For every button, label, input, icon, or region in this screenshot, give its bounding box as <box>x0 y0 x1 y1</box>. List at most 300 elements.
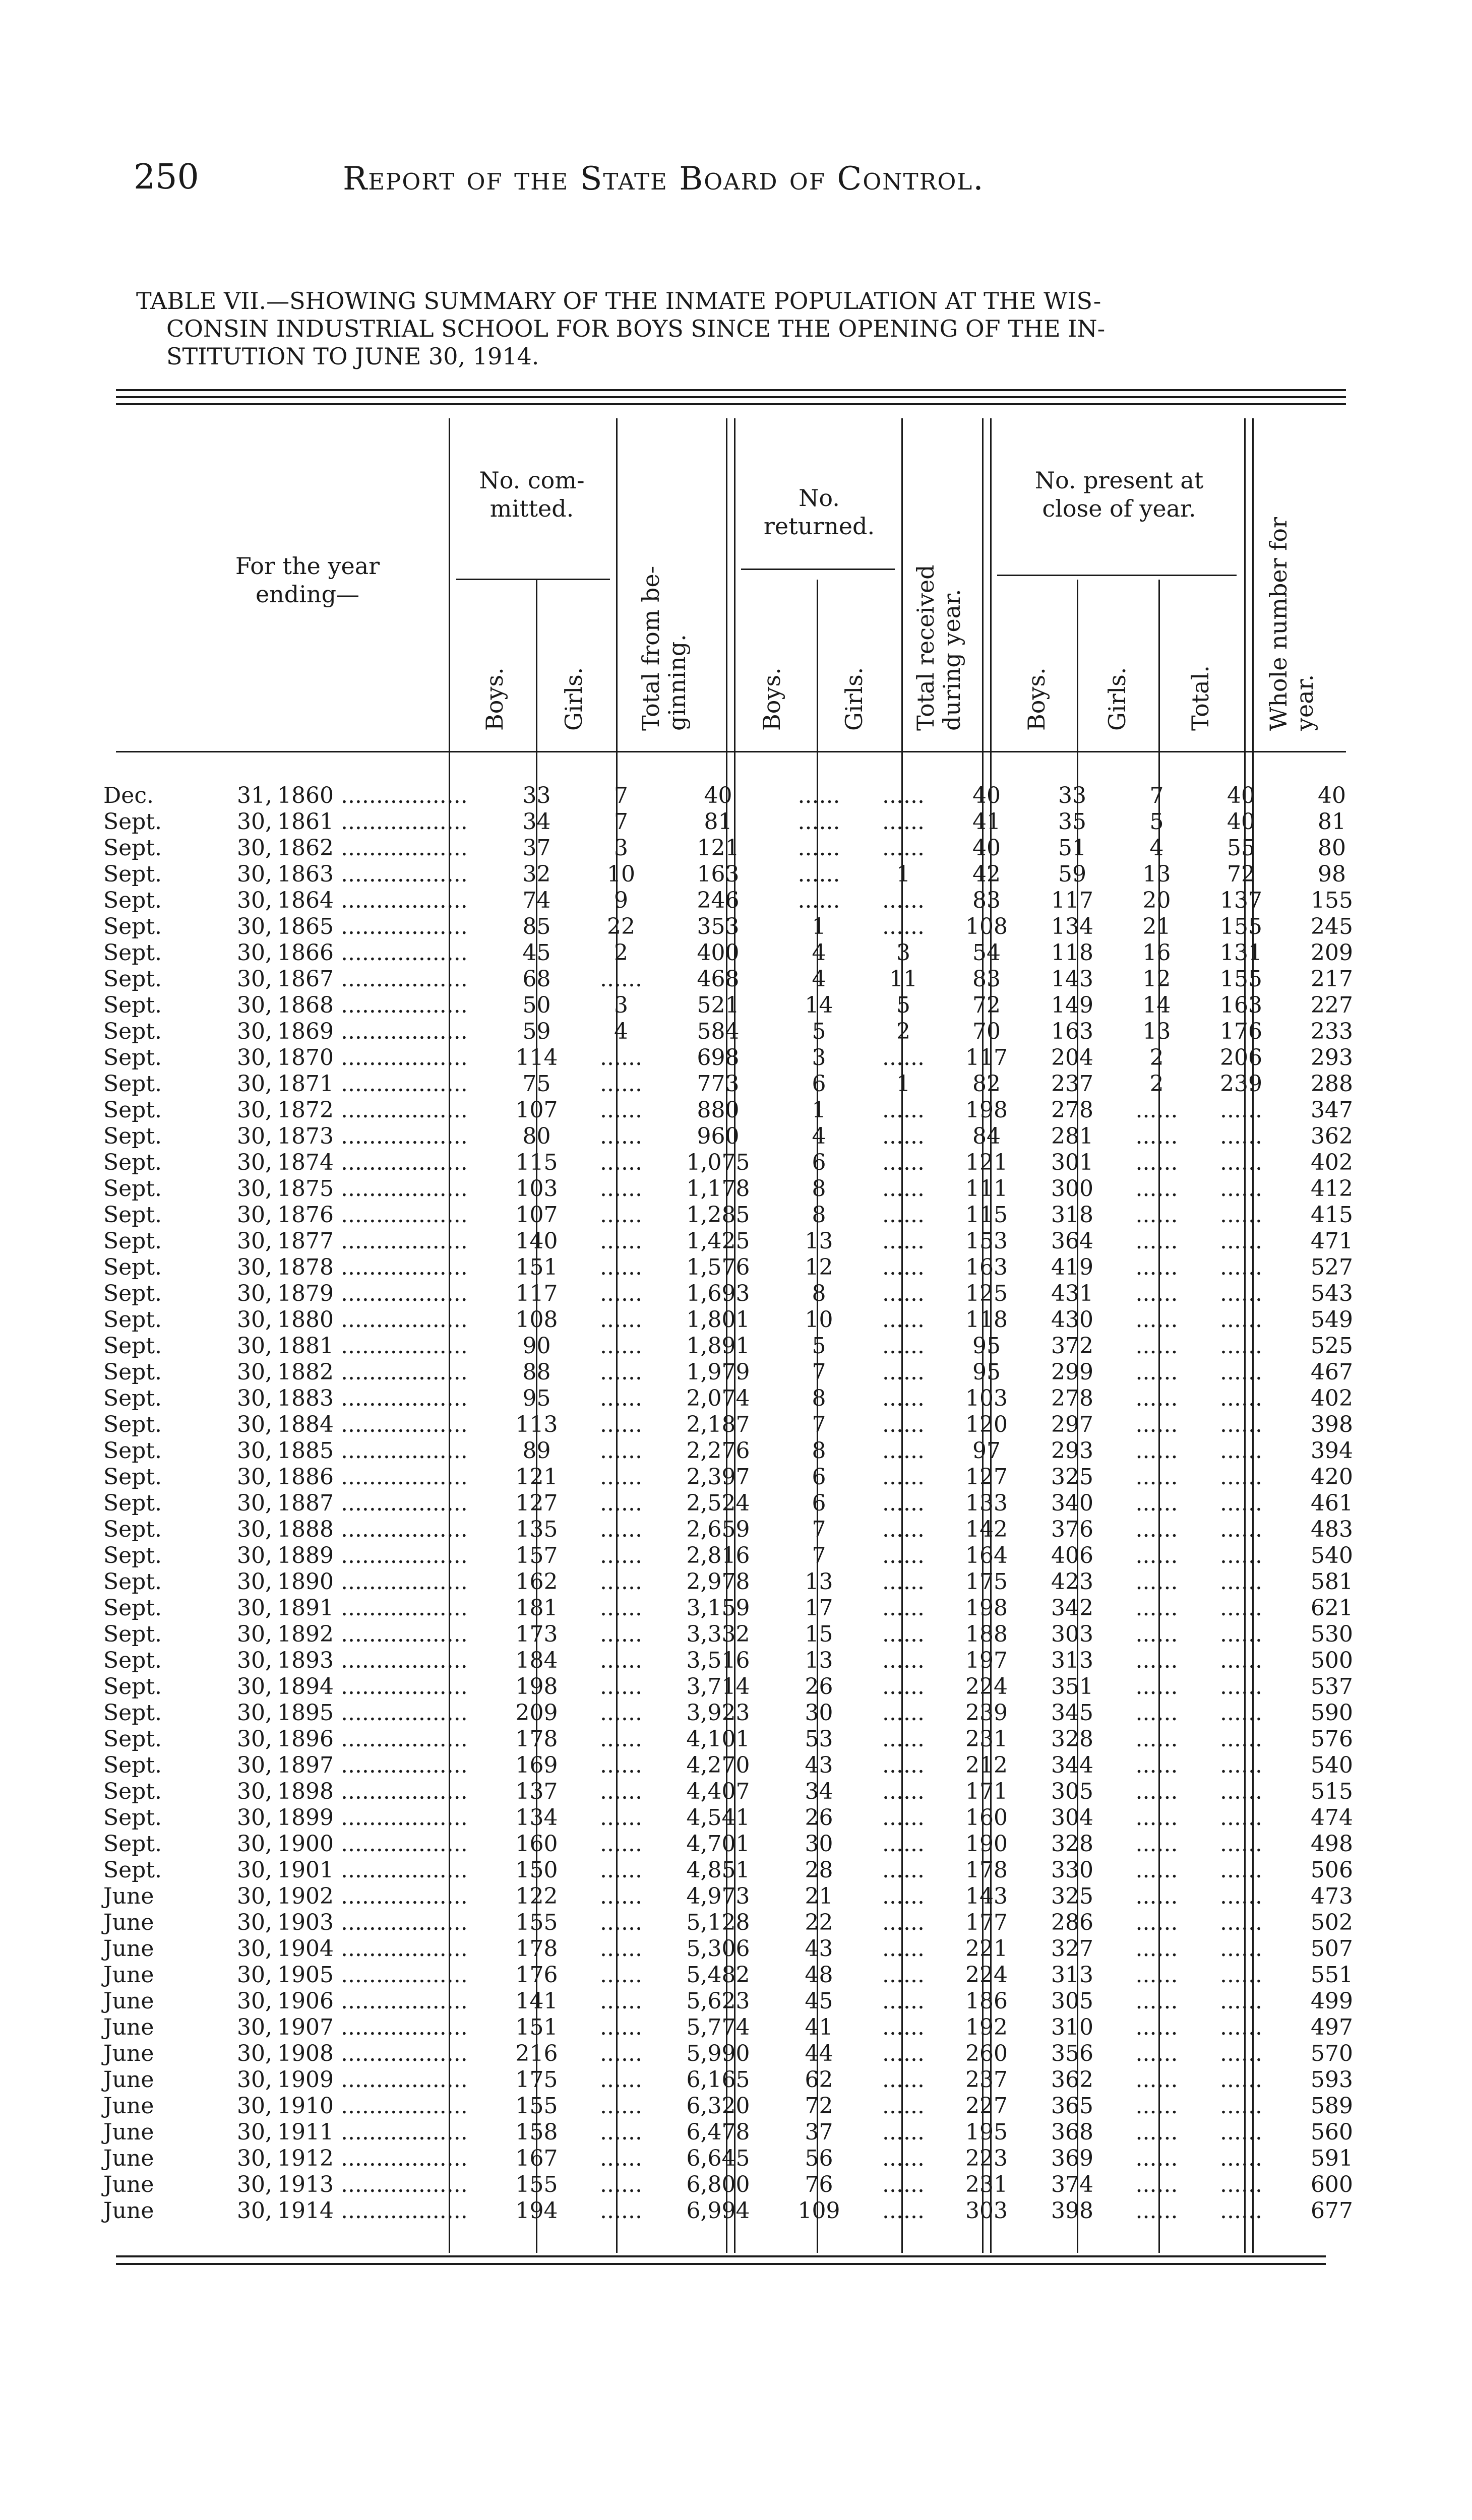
cell-total-from-beginning: 1,979 <box>686 1359 750 1385</box>
cell-committed-girls: 4 <box>614 1019 628 1044</box>
cell-day: 30, <box>237 835 272 861</box>
cell-total-from-beginning: 2,524 <box>686 1490 750 1516</box>
table-row <box>103 1385 1380 1412</box>
cell-month: June <box>103 2172 154 2197</box>
cell-total-from-beginning: 698 <box>697 1045 740 1070</box>
cell-whole-number: 155 <box>1311 888 1353 913</box>
cell-day: 31, <box>237 783 272 808</box>
cell-returned-boys: 6 <box>812 1150 826 1175</box>
cell-whole-number: 581 <box>1311 1569 1353 1595</box>
cell-committed-boys: 155 <box>515 2172 558 2197</box>
cell-month: Sept. <box>103 1228 162 1254</box>
cell-present-total: ...... <box>1220 1883 1262 1909</box>
cell-returned-boys: 1 <box>812 1097 826 1123</box>
top-rule-3 <box>116 403 1346 405</box>
cell-committed-girls: ...... <box>600 1333 642 1359</box>
cell-total-received: 97 <box>972 1438 1001 1464</box>
cell-total-received: 118 <box>965 1307 1008 1333</box>
cell-year: 1893 .................. <box>277 1648 468 1673</box>
cell-returned-boys: 5 <box>812 1333 826 1359</box>
cell-returned-girls: ...... <box>882 914 925 939</box>
cell-whole-number: 80 <box>1318 835 1346 861</box>
cell-present-total: ...... <box>1220 1543 1262 1568</box>
cell-year: 1881 .................. <box>277 1333 468 1359</box>
cell-returned-girls: ...... <box>882 1228 925 1254</box>
table-row <box>103 1805 1380 1831</box>
cell-year: 1912 .................. <box>277 2146 468 2171</box>
cell-year: 1902 .................. <box>277 1883 468 1909</box>
cell-returned-boys: 43 <box>805 1752 833 1778</box>
cell-whole-number: 506 <box>1311 1857 1353 1883</box>
cell-present-boys: 33 <box>1058 783 1086 808</box>
table-row <box>103 1779 1380 1805</box>
cell-whole-number: 551 <box>1311 1962 1353 1988</box>
cell-whole-number: 98 <box>1318 861 1346 887</box>
cell-present-boys: 304 <box>1051 1805 1093 1831</box>
cell-year: 1867 .................. <box>277 966 468 992</box>
cell-present-boys: 325 <box>1051 1883 1093 1909</box>
cell-month: Dec. <box>103 783 154 808</box>
cell-present-boys: 356 <box>1051 2041 1093 2066</box>
cell-present-girls: ...... <box>1135 1438 1178 1464</box>
cell-day: 30, <box>237 1464 272 1490</box>
cell-present-total: 131 <box>1220 940 1262 966</box>
table-row <box>103 1752 1380 1779</box>
cell-committed-boys: 162 <box>515 1569 558 1595</box>
header-committed-boys: Boys. <box>481 667 508 731</box>
cell-whole-number: 500 <box>1311 1648 1353 1673</box>
cell-total-from-beginning: 2,074 <box>686 1385 750 1411</box>
cell-present-boys: 328 <box>1051 1831 1093 1857</box>
cell-present-boys: 149 <box>1051 992 1093 1018</box>
cell-committed-girls: ...... <box>600 1752 642 1778</box>
cell-month: Sept. <box>103 1307 162 1333</box>
cell-whole-number: 471 <box>1311 1228 1353 1254</box>
cell-day: 30, <box>237 1910 272 1935</box>
cell-committed-boys: 158 <box>515 2119 558 2145</box>
cell-year: 1910 .................. <box>277 2093 468 2119</box>
cell-returned-girls: ...... <box>882 2119 925 2145</box>
cell-year: 1879 .................. <box>277 1281 468 1306</box>
cell-present-total: ...... <box>1220 1464 1262 1490</box>
cell-present-total: ...... <box>1220 1359 1262 1385</box>
cell-year: 1890 .................. <box>277 1569 468 1595</box>
cell-total-from-beginning: 5,774 <box>686 2014 750 2040</box>
cell-whole-number: 507 <box>1311 1936 1353 1962</box>
cell-committed-boys: 209 <box>515 1700 558 1726</box>
table-row <box>103 2172 1380 2198</box>
cell-day: 30, <box>237 1176 272 1202</box>
cell-committed-boys: 134 <box>515 1805 558 1831</box>
cell-total-received: 224 <box>965 1962 1008 1988</box>
cell-month: Sept. <box>103 1019 162 1044</box>
cell-day: 30, <box>237 1202 272 1228</box>
cell-year: 1872 .................. <box>277 1097 468 1123</box>
cell-total-from-beginning: 121 <box>697 835 740 861</box>
cell-committed-girls: ...... <box>600 2067 642 2093</box>
cell-present-girls: ...... <box>1135 2146 1178 2171</box>
cell-returned-boys: 3 <box>812 1045 826 1070</box>
cell-total-received: 95 <box>972 1333 1001 1359</box>
cell-total-from-beginning: 960 <box>697 1123 740 1149</box>
cell-total-from-beginning: 4,541 <box>686 1805 750 1831</box>
cell-whole-number: 347 <box>1311 1097 1353 1123</box>
cell-returned-boys: 45 <box>805 1988 833 2014</box>
cell-present-boys: 372 <box>1051 1333 1093 1359</box>
cell-returned-boys: ...... <box>798 835 840 861</box>
table-row <box>103 1412 1380 1438</box>
cell-present-total: ...... <box>1220 2146 1262 2171</box>
cell-day: 30, <box>237 1281 272 1306</box>
table-body <box>103 783 1380 2224</box>
cell-committed-girls: ...... <box>600 1543 642 1568</box>
table-row <box>103 1883 1380 1910</box>
cell-returned-boys: 7 <box>812 1543 826 1568</box>
cell-present-girls: ...... <box>1135 1307 1178 1333</box>
header-committed-girls: Girls. <box>560 667 587 731</box>
cell-returned-girls: ...... <box>882 1621 925 1647</box>
cell-committed-girls: ...... <box>600 2146 642 2171</box>
cell-committed-boys: 151 <box>515 1254 558 1280</box>
cell-present-girls: ...... <box>1135 1648 1178 1673</box>
cell-returned-girls: ...... <box>882 1123 925 1149</box>
cell-day: 30, <box>237 1648 272 1673</box>
cell-committed-boys: 160 <box>515 1831 558 1857</box>
cell-total-received: 221 <box>965 1936 1008 1962</box>
cell-committed-boys: 151 <box>515 2014 558 2040</box>
cell-month: Sept. <box>103 1176 162 1202</box>
cell-present-girls: ...... <box>1135 1936 1178 1962</box>
cell-committed-girls: ...... <box>600 1910 642 1935</box>
cell-returned-boys: 4 <box>812 966 826 992</box>
cell-total-received: 260 <box>965 2041 1008 2066</box>
caption-line-1: TABLE VII.—SHOWING SUMMARY OF THE INMATE POPULATION AT THE WIS- <box>136 287 1101 314</box>
cell-present-total: ...... <box>1220 2067 1262 2093</box>
cell-year: 1873 .................. <box>277 1123 468 1149</box>
cell-returned-girls: ...... <box>882 1517 925 1542</box>
cell-returned-girls: ...... <box>882 1150 925 1175</box>
cell-present-total: ...... <box>1220 1333 1262 1359</box>
cell-returned-girls: ...... <box>882 1412 925 1437</box>
cell-year: 1882 .................. <box>277 1359 468 1385</box>
cell-present-total: 239 <box>1220 1071 1262 1097</box>
header-no-present: No. present at close of year. <box>1034 467 1204 522</box>
cell-present-girls: ...... <box>1135 1359 1178 1385</box>
cell-committed-girls: ...... <box>600 1385 642 1411</box>
table-row <box>103 1071 1380 1097</box>
cell-committed-girls: ...... <box>600 1176 642 1202</box>
cell-total-from-beginning: 246 <box>697 888 740 913</box>
cell-year: 1908 .................. <box>277 2041 468 2066</box>
cell-returned-boys: 34 <box>805 1779 833 1804</box>
cell-committed-boys: 141 <box>515 1988 558 2014</box>
table-row <box>103 1202 1380 1228</box>
cell-total-from-beginning: 6,645 <box>686 2146 750 2171</box>
cell-day: 30, <box>237 1071 272 1097</box>
cell-whole-number: 543 <box>1311 1281 1353 1306</box>
cell-whole-number: 591 <box>1311 2146 1353 2171</box>
cell-year: 1897 .................. <box>277 1752 468 1778</box>
cell-present-boys: 204 <box>1051 1045 1093 1070</box>
cell-returned-girls: ...... <box>882 1464 925 1490</box>
table-row <box>103 1307 1380 1333</box>
cell-returned-girls: ...... <box>882 1176 925 1202</box>
cell-present-total: ...... <box>1220 1412 1262 1437</box>
cell-present-girls: ...... <box>1135 2093 1178 2119</box>
cell-present-boys: 345 <box>1051 1700 1093 1726</box>
table-row <box>103 2067 1380 2093</box>
table-row <box>103 2146 1380 2172</box>
cell-year: 1874 .................. <box>277 1150 468 1175</box>
cell-whole-number: 498 <box>1311 1831 1353 1857</box>
cell-total-received: 40 <box>972 835 1001 861</box>
cell-total-from-beginning: 4,973 <box>686 1883 750 1909</box>
cell-returned-boys: 44 <box>805 2041 833 2066</box>
cell-committed-boys: 198 <box>515 1674 558 1699</box>
cell-year: 1864 .................. <box>277 888 468 913</box>
cell-committed-boys: 167 <box>515 2146 558 2171</box>
cell-committed-girls: ...... <box>600 1464 642 1490</box>
cell-present-boys: 325 <box>1051 1464 1093 1490</box>
cell-total-from-beginning: 163 <box>697 861 740 887</box>
cell-present-boys: 398 <box>1051 2198 1093 2224</box>
table-row <box>103 1726 1380 1752</box>
cell-returned-girls: ...... <box>882 1569 925 1595</box>
cell-whole-number: 467 <box>1311 1359 1353 1385</box>
cell-returned-girls: ...... <box>882 1726 925 1752</box>
cell-returned-girls: ...... <box>882 1281 925 1306</box>
cell-returned-boys: 4 <box>812 1123 826 1149</box>
cell-committed-girls: ...... <box>600 1674 642 1699</box>
cell-present-boys: 51 <box>1058 835 1086 861</box>
cell-day: 30, <box>237 2119 272 2145</box>
cell-month: Sept. <box>103 1123 162 1149</box>
cell-month: Sept. <box>103 1621 162 1647</box>
cell-returned-boys: 7 <box>812 1517 826 1542</box>
cell-returned-girls: 5 <box>896 992 910 1018</box>
cell-total-received: 143 <box>965 1883 1008 1909</box>
cell-committed-girls: ...... <box>600 1490 642 1516</box>
cell-total-received: 133 <box>965 1490 1008 1516</box>
cell-year: 1875 .................. <box>277 1176 468 1202</box>
cell-present-boys: 134 <box>1051 914 1093 939</box>
cell-total-received: 163 <box>965 1254 1008 1280</box>
cell-year: 1876 .................. <box>277 1202 468 1228</box>
cell-total-from-beginning: 4,270 <box>686 1752 750 1778</box>
cell-present-girls: ...... <box>1135 1752 1178 1778</box>
cell-present-boys: 318 <box>1051 1202 1093 1228</box>
cell-returned-girls: ...... <box>882 2041 925 2066</box>
present-group-rule <box>997 575 1237 576</box>
cell-total-received: 153 <box>965 1228 1008 1254</box>
running-head: Report of the State Board of Control. <box>343 160 985 198</box>
cell-total-received: 227 <box>965 2093 1008 2119</box>
cell-total-from-beginning: 3,923 <box>686 1700 750 1726</box>
cell-total-received: 84 <box>972 1123 1001 1149</box>
cell-committed-boys: 68 <box>522 966 551 992</box>
cell-total-from-beginning: 773 <box>697 1071 740 1097</box>
cell-present-boys: 328 <box>1051 1726 1093 1752</box>
cell-month: Sept. <box>103 1805 162 1831</box>
cell-month: Sept. <box>103 1385 162 1411</box>
cell-month: Sept. <box>103 1857 162 1883</box>
cell-present-total: 155 <box>1220 966 1262 992</box>
cell-whole-number: 600 <box>1311 2172 1353 2197</box>
cell-returned-girls: ...... <box>882 1045 925 1070</box>
cell-whole-number: 233 <box>1311 1019 1353 1044</box>
cell-committed-girls: ...... <box>600 1071 642 1097</box>
cell-total-from-beginning: 5,990 <box>686 2041 750 2066</box>
cell-total-received: 198 <box>965 1595 1008 1621</box>
cell-committed-boys: 95 <box>522 1385 551 1411</box>
cell-present-boys: 297 <box>1051 1412 1093 1437</box>
cell-total-from-beginning: 584 <box>697 1019 740 1044</box>
cell-total-from-beginning: 3,159 <box>686 1595 750 1621</box>
cell-month: June <box>103 1936 154 1962</box>
cell-month: Sept. <box>103 1648 162 1673</box>
cell-month: June <box>103 2119 154 2145</box>
cell-total-from-beginning: 1,801 <box>686 1307 750 1333</box>
cell-returned-girls: ...... <box>882 2146 925 2171</box>
cell-present-girls: 2 <box>1149 1071 1164 1097</box>
cell-total-received: 120 <box>965 1412 1008 1437</box>
cell-returned-boys: 4 <box>812 940 826 966</box>
cell-committed-girls: ...... <box>600 2119 642 2145</box>
table-row <box>103 2119 1380 2146</box>
cell-committed-girls: ...... <box>600 1123 642 1149</box>
cell-day: 30, <box>237 1490 272 1516</box>
cell-returned-girls: ...... <box>882 809 925 835</box>
cell-day: 30, <box>237 1517 272 1542</box>
cell-returned-girls: ...... <box>882 783 925 808</box>
bottom-rule-2 <box>116 2263 1326 2265</box>
cell-committed-girls: ...... <box>600 1412 642 1437</box>
cell-day: 30, <box>237 2146 272 2171</box>
cell-present-girls: ...... <box>1135 1857 1178 1883</box>
cell-present-total: 55 <box>1227 835 1255 861</box>
cell-returned-girls: 2 <box>896 1019 910 1044</box>
cell-present-total: ...... <box>1220 2198 1262 2224</box>
cell-committed-boys: 173 <box>515 1621 558 1647</box>
cell-present-total: ...... <box>1220 1648 1262 1673</box>
cell-year: 1905 .................. <box>277 1962 468 1988</box>
committed-group-rule <box>456 579 610 580</box>
cell-year: 1884 .................. <box>277 1412 468 1437</box>
cell-total-received: 231 <box>965 1726 1008 1752</box>
cell-present-boys: 431 <box>1051 1281 1093 1306</box>
cell-total-received: 117 <box>965 1045 1008 1070</box>
cell-present-girls: ...... <box>1135 1176 1178 1202</box>
cell-whole-number: 483 <box>1311 1517 1353 1542</box>
cell-returned-girls: ...... <box>882 1910 925 1935</box>
table-row <box>103 1910 1380 1936</box>
cell-present-girls: ...... <box>1135 1726 1178 1752</box>
cell-total-from-beginning: 6,320 <box>686 2093 750 2119</box>
cell-committed-girls: 3 <box>614 992 628 1018</box>
cell-present-girls: ...... <box>1135 1123 1178 1149</box>
cell-year: 1883 .................. <box>277 1385 468 1411</box>
cell-total-received: 83 <box>972 966 1001 992</box>
table-caption <box>136 287 1356 370</box>
cell-month: Sept. <box>103 992 162 1018</box>
cell-committed-girls: 7 <box>614 783 628 808</box>
cell-committed-girls: 3 <box>614 835 628 861</box>
cell-month: Sept. <box>103 1517 162 1542</box>
cell-total-received: 95 <box>972 1359 1001 1385</box>
cell-returned-boys: 26 <box>805 1674 833 1699</box>
cell-day: 30, <box>237 1045 272 1070</box>
cell-committed-boys: 59 <box>522 1019 551 1044</box>
cell-month: Sept. <box>103 888 162 913</box>
cell-returned-girls: ...... <box>882 1202 925 1228</box>
cell-committed-boys: 113 <box>515 1412 558 1437</box>
cell-total-received: 190 <box>965 1831 1008 1857</box>
cell-total-received: 171 <box>965 1779 1008 1804</box>
cell-day: 30, <box>237 1700 272 1726</box>
cell-whole-number: 570 <box>1311 2041 1353 2066</box>
cell-year: 1900 .................. <box>277 1831 468 1857</box>
cell-present-boys: 342 <box>1051 1595 1093 1621</box>
cell-day: 30, <box>237 1097 272 1123</box>
cell-whole-number: 461 <box>1311 1490 1353 1516</box>
cell-committed-girls: ...... <box>600 1648 642 1673</box>
cell-day: 30, <box>237 2093 272 2119</box>
cell-month: Sept. <box>103 1726 162 1752</box>
cell-whole-number: 81 <box>1318 809 1346 835</box>
cell-present-girls: ...... <box>1135 1333 1178 1359</box>
header-returned-girls: Girls. <box>840 667 868 731</box>
cell-total-from-beginning: 468 <box>697 966 740 992</box>
cell-present-boys: 59 <box>1058 861 1086 887</box>
cell-committed-girls: ...... <box>600 1936 642 1962</box>
cell-total-received: 127 <box>965 1464 1008 1490</box>
cell-present-total: ...... <box>1220 1228 1262 1254</box>
cell-total-received: 125 <box>965 1281 1008 1306</box>
cell-returned-boys: 15 <box>805 1621 833 1647</box>
cell-day: 30, <box>237 1543 272 1568</box>
header-returned-boys: Boys. <box>758 667 785 731</box>
cell-whole-number: 537 <box>1311 1674 1353 1699</box>
cell-year: 1889 .................. <box>277 1543 468 1568</box>
cell-total-received: 160 <box>965 1805 1008 1831</box>
cell-total-from-beginning: 2,978 <box>686 1569 750 1595</box>
table-row <box>103 1228 1380 1254</box>
cell-present-total: ...... <box>1220 1307 1262 1333</box>
cell-committed-girls: ...... <box>600 2093 642 2119</box>
cell-day: 30, <box>237 1254 272 1280</box>
table-row <box>103 1019 1380 1045</box>
cell-committed-boys: 127 <box>515 1490 558 1516</box>
cell-returned-girls: ...... <box>882 1595 925 1621</box>
cell-returned-girls: ...... <box>882 1752 925 1778</box>
table-row <box>103 1648 1380 1674</box>
cell-month: Sept. <box>103 1071 162 1097</box>
table-row <box>103 1281 1380 1307</box>
cell-returned-girls: ...... <box>882 1857 925 1883</box>
cell-returned-girls: ...... <box>882 1307 925 1333</box>
cell-present-total: ...... <box>1220 1569 1262 1595</box>
cell-present-girls: ...... <box>1135 1490 1178 1516</box>
cell-whole-number: 540 <box>1311 1543 1353 1568</box>
cell-present-girls: ...... <box>1135 1543 1178 1568</box>
cell-returned-boys: ...... <box>798 809 840 835</box>
cell-committed-boys: 33 <box>522 783 551 808</box>
cell-present-total: ...... <box>1220 1726 1262 1752</box>
cell-committed-girls: ...... <box>600 1307 642 1333</box>
cell-total-from-beginning: 40 <box>704 783 732 808</box>
cell-year: 1886 .................. <box>277 1464 468 1490</box>
cell-month: June <box>103 2067 154 2093</box>
